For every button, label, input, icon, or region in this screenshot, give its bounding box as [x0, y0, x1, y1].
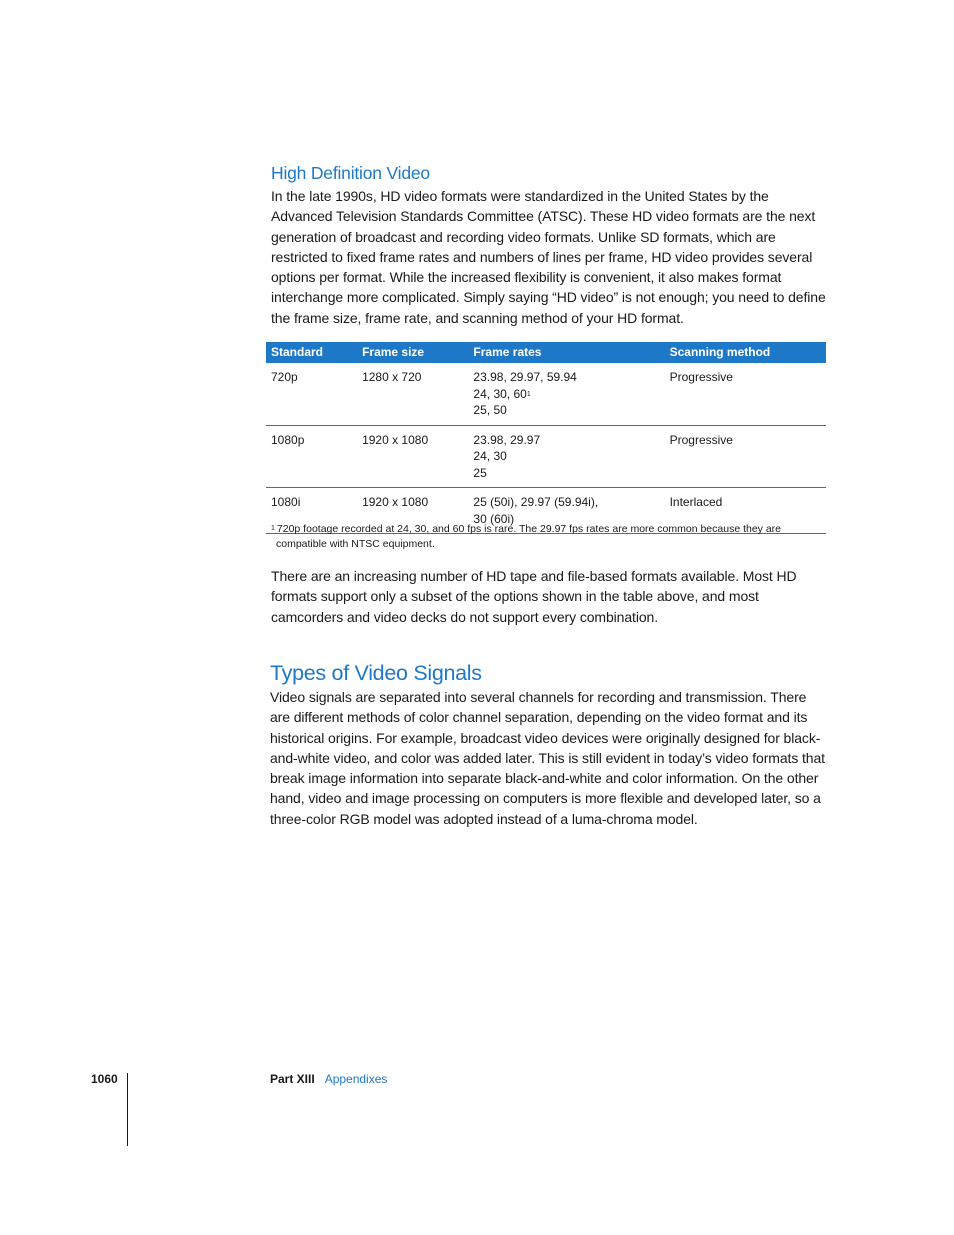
frame-size-cell: 1920 x 1080 [357, 425, 468, 488]
intro-paragraph: In the late 1990s, HD video formats were standardized in the United States by the Advanced Television Standards Committee (ATSC). These HD video formats are the next generation of broadcast and recording video formats. Unlike SD formats, which are restricted to fixed frame rates and numbers of lines per frame, HD video provides several options per format. While the increased flexibility is convenient, it also makes format interchange more complicated. Simply saying “HD video” is not enough; you need to define the frame size, frame rate, and scanning method of your HD format. [271, 188, 826, 326]
column-header: Scanning method [665, 342, 826, 363]
table-row [266, 363, 826, 425]
table-footnote [271, 522, 821, 551]
page-number: 1060 [91, 1072, 118, 1086]
section-heading: High Definition Video [271, 163, 430, 183]
scanning-cell: Interlaced [665, 488, 826, 534]
table-header-row [266, 342, 826, 363]
frame-rate-line: 24, 30 [473, 449, 507, 463]
standard-cell: 1080i [266, 488, 357, 534]
hd-formats-table [266, 342, 826, 534]
frame-rates-cell [468, 363, 664, 425]
video-signals-paragraph: Video signals are separated into several channels for recording and transmission. There are different methods of color channel separation, depending on the video format and its historical origins. For example, broadcast video devices were originally designed for black-and-white video, and color was added later. This is still evident in today’s video formats that break image information into separate black-and-white and color information. On the other hand, video and image processing on computers is more flexible and developed later, so a three-color RGB model was adopted instead of a luma-chroma model. [270, 689, 825, 827]
footer-part [270, 1072, 387, 1086]
frame-rate-line: 30 (60i) [473, 511, 515, 526]
section-title: Types of Video Signals [270, 661, 482, 685]
frame-rate-line: 25, 50 [473, 403, 507, 417]
frame-rate-line: 25 (50i), 29.97 (59.94i), [473, 495, 599, 509]
frame-rate-text: 24, 30, 60 [473, 386, 527, 401]
column-header: Frame size [357, 342, 468, 363]
frame-rate-line: 25 [473, 465, 487, 480]
frame-rate-line: 23.98, 29.97, 59.94 [473, 370, 577, 384]
footnote-text-continued: compatible with NTSC equipment. [276, 537, 435, 550]
video-signals-section [270, 659, 826, 829]
column-header: Standard [266, 342, 357, 363]
frame-rate-line: 23.98, 29.97 [473, 432, 541, 447]
footnote-mark: 1 [271, 525, 275, 532]
footer-divider [127, 1073, 128, 1146]
frame-size-cell: 1920 x 1080 [357, 488, 468, 534]
scanning-cell: Progressive [665, 425, 826, 488]
part-name-link[interactable]: Appendixes [324, 1072, 388, 1086]
footnote-reference: 1 [526, 390, 531, 398]
standard-cell: 720p [266, 363, 357, 425]
hd-formats-paragraph: There are an increasing number of HD tape and file-based formats available. Most HD formats support only a subset of the options shown in the table above, and most camcorders and video decks do not support every combination. [271, 568, 797, 625]
scanning-cell: Progressive [665, 363, 826, 425]
frame-rate-line [473, 386, 658, 403]
hd-formats-paragraph-container [271, 566, 827, 627]
hd-section [271, 160, 827, 328]
table-row [266, 425, 826, 488]
column-header: Frame rates [468, 342, 664, 363]
footnote-text: 720p footage recorded at 24, 30, and 60 fps is rare. The 29.97 fps rates are more common because they are [276, 523, 782, 535]
frame-rates-cell [468, 425, 664, 488]
part-label: Part XIII [270, 1072, 315, 1086]
standard-cell: 1080p [266, 425, 357, 488]
frame-size-cell: 1280 x 720 [357, 363, 468, 425]
